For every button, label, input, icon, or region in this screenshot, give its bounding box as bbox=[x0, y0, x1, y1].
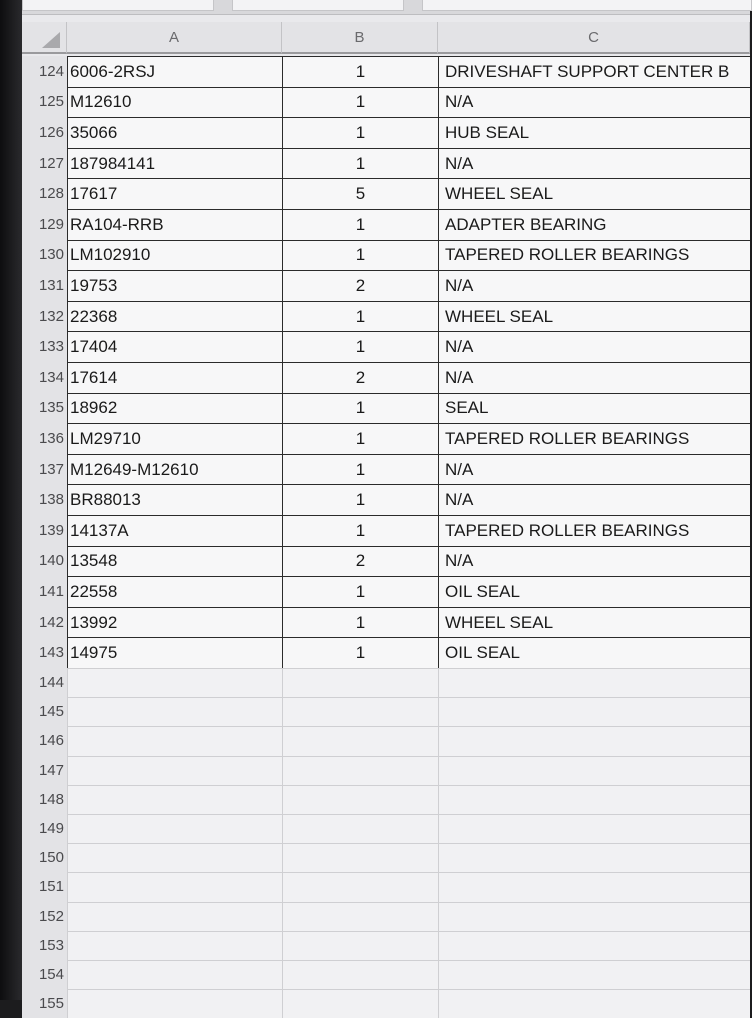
spreadsheet-window bbox=[22, 0, 750, 1013]
row-number[interactable]: 137 bbox=[22, 454, 67, 485]
cell-empty[interactable] bbox=[67, 697, 282, 726]
row-number[interactable]: 138 bbox=[22, 484, 67, 515]
cell-empty[interactable] bbox=[282, 931, 438, 960]
table-row bbox=[22, 931, 750, 960]
cell-empty[interactable] bbox=[282, 989, 438, 1018]
cell-part-number[interactable]: 14137A bbox=[67, 515, 282, 546]
row-number[interactable]: 126 bbox=[22, 117, 67, 148]
cell-description[interactable]: WHEEL SEAL bbox=[438, 607, 750, 638]
row-number[interactable]: 149 bbox=[22, 814, 67, 843]
row-number[interactable]: 127 bbox=[22, 148, 67, 179]
row-number[interactable]: 143 bbox=[22, 637, 67, 668]
table-row bbox=[22, 902, 750, 931]
cell-empty[interactable] bbox=[282, 843, 438, 872]
cell-empty[interactable] bbox=[67, 989, 282, 1018]
cell-quantity[interactable]: 1 bbox=[282, 301, 438, 332]
table-row bbox=[22, 423, 750, 454]
cell-part-number[interactable]: LM29710 bbox=[67, 423, 282, 454]
row-number[interactable]: 146 bbox=[22, 726, 67, 755]
row-number[interactable]: 136 bbox=[22, 423, 67, 454]
cell-part-number[interactable]: 17404 bbox=[67, 331, 282, 362]
table-row bbox=[22, 697, 750, 726]
cell-part-number[interactable]: BR88013 bbox=[67, 484, 282, 515]
table-row bbox=[22, 637, 750, 668]
cell-empty[interactable] bbox=[438, 960, 750, 989]
row-number[interactable]: 152 bbox=[22, 902, 67, 931]
cell-description[interactable]: N/A bbox=[438, 454, 750, 485]
table-row bbox=[22, 843, 750, 872]
cell-quantity[interactable]: 1 bbox=[282, 393, 438, 424]
cell-quantity[interactable]: 1 bbox=[282, 148, 438, 179]
ribbon-strip bbox=[22, 0, 750, 15]
cell-description[interactable]: WHEEL SEAL bbox=[438, 301, 750, 332]
row-number[interactable]: 141 bbox=[22, 576, 67, 607]
cell-empty[interactable] bbox=[282, 872, 438, 901]
table-row bbox=[22, 331, 750, 362]
cell-part-number[interactable]: 35066 bbox=[67, 117, 282, 148]
cell-empty[interactable] bbox=[282, 902, 438, 931]
cell-empty[interactable] bbox=[282, 668, 438, 697]
cell-empty[interactable] bbox=[438, 756, 750, 785]
cell-description[interactable]: N/A bbox=[438, 362, 750, 393]
cell-empty[interactable] bbox=[438, 989, 750, 1018]
cell-empty[interactable] bbox=[67, 814, 282, 843]
row-number[interactable]: 132 bbox=[22, 301, 67, 332]
row-number[interactable]: 139 bbox=[22, 515, 67, 546]
cell-description[interactable]: N/A bbox=[438, 331, 750, 362]
cell-part-number[interactable]: 187984141 bbox=[67, 148, 282, 179]
table-row bbox=[22, 301, 750, 332]
cell-quantity[interactable]: 1 bbox=[282, 637, 438, 668]
cell-empty[interactable] bbox=[67, 726, 282, 755]
cell-part-number[interactable]: 19753 bbox=[67, 270, 282, 301]
cell-description[interactable]: TAPERED ROLLER BEARINGS bbox=[438, 240, 750, 271]
cell-part-number[interactable]: M12649-M12610 bbox=[67, 454, 282, 485]
table-row bbox=[22, 240, 750, 271]
row-number[interactable]: 135 bbox=[22, 393, 67, 424]
cell-empty[interactable] bbox=[67, 668, 282, 697]
cell-empty[interactable] bbox=[67, 931, 282, 960]
cell-empty[interactable] bbox=[67, 872, 282, 901]
cell-empty[interactable] bbox=[438, 668, 750, 697]
cell-description[interactable]: HUB SEAL bbox=[438, 117, 750, 148]
row-number[interactable]: 153 bbox=[22, 931, 67, 960]
row-number[interactable]: 144 bbox=[22, 668, 67, 697]
row-number[interactable]: 128 bbox=[22, 178, 67, 209]
cell-empty[interactable] bbox=[67, 960, 282, 989]
cell-quantity[interactable]: 1 bbox=[282, 607, 438, 638]
cell-quantity[interactable]: 1 bbox=[282, 117, 438, 148]
cell-quantity[interactable]: 1 bbox=[282, 454, 438, 485]
cell-quantity[interactable]: 1 bbox=[282, 484, 438, 515]
table-row bbox=[22, 209, 750, 240]
cell-quantity[interactable]: 1 bbox=[282, 209, 438, 240]
row-number[interactable]: 147 bbox=[22, 756, 67, 785]
table-row bbox=[22, 178, 750, 209]
cell-empty[interactable] bbox=[282, 697, 438, 726]
row-number[interactable]: 142 bbox=[22, 607, 67, 638]
cell-description[interactable]: SEAL bbox=[438, 393, 750, 424]
cell-part-number[interactable]: 22558 bbox=[67, 576, 282, 607]
table-row bbox=[22, 785, 750, 814]
table-row bbox=[22, 148, 750, 179]
cell-empty[interactable] bbox=[438, 726, 750, 755]
table-row bbox=[22, 607, 750, 638]
column-header-b[interactable]: B bbox=[282, 22, 438, 54]
cell-empty[interactable] bbox=[67, 756, 282, 785]
cell-description[interactable]: OIL SEAL bbox=[438, 637, 750, 668]
row-number[interactable]: 125 bbox=[22, 87, 67, 118]
table-row bbox=[22, 393, 750, 424]
table-row bbox=[22, 454, 750, 485]
monitor-bezel bbox=[0, 0, 22, 1000]
row-number[interactable]: 124 bbox=[22, 56, 67, 87]
cell-quantity[interactable]: 5 bbox=[282, 178, 438, 209]
cell-part-number[interactable]: 14975 bbox=[67, 637, 282, 668]
table-row bbox=[22, 726, 750, 755]
cell-part-number[interactable]: 17614 bbox=[67, 362, 282, 393]
cell-part-number[interactable]: RA104-RRB bbox=[67, 209, 282, 240]
table-row bbox=[22, 117, 750, 148]
cell-part-number[interactable]: 22368 bbox=[67, 301, 282, 332]
cell-description[interactable]: N/A bbox=[438, 270, 750, 301]
table-row bbox=[22, 668, 750, 697]
cell-quantity[interactable]: 1 bbox=[282, 576, 438, 607]
ribbon-control[interactable] bbox=[22, 0, 214, 11]
table-row bbox=[22, 362, 750, 393]
cell-part-number[interactable]: 13548 bbox=[67, 546, 282, 577]
cell-empty[interactable] bbox=[282, 726, 438, 755]
cell-description[interactable]: N/A bbox=[438, 484, 750, 515]
cell-empty[interactable] bbox=[67, 843, 282, 872]
cell-empty[interactable] bbox=[282, 960, 438, 989]
cell-description[interactable]: TAPERED ROLLER BEARINGS bbox=[438, 515, 750, 546]
table-row bbox=[22, 515, 750, 546]
column-header-a[interactable]: A bbox=[67, 22, 282, 54]
cell-part-number[interactable]: 6006-2RSJ bbox=[67, 56, 282, 87]
table-row bbox=[22, 270, 750, 301]
table-row bbox=[22, 484, 750, 515]
table-row bbox=[22, 546, 750, 577]
row-number[interactable]: 151 bbox=[22, 872, 67, 901]
cell-description[interactable]: N/A bbox=[438, 87, 750, 118]
cell-empty[interactable] bbox=[438, 814, 750, 843]
row-number[interactable]: 140 bbox=[22, 546, 67, 577]
cell-empty[interactable] bbox=[438, 785, 750, 814]
cell-quantity[interactable]: 2 bbox=[282, 362, 438, 393]
row-number[interactable]: 154 bbox=[22, 960, 67, 989]
cell-empty[interactable] bbox=[438, 697, 750, 726]
cell-empty[interactable] bbox=[438, 902, 750, 931]
table-row bbox=[22, 576, 750, 607]
table-row bbox=[22, 960, 750, 989]
cell-description[interactable]: DRIVESHAFT SUPPORT CENTER B bbox=[438, 56, 750, 87]
row-number[interactable]: 148 bbox=[22, 785, 67, 814]
select-all-corner[interactable] bbox=[22, 22, 67, 54]
cell-quantity[interactable]: 1 bbox=[282, 240, 438, 271]
cell-description[interactable]: OIL SEAL bbox=[438, 576, 750, 607]
cell-description[interactable]: N/A bbox=[438, 546, 750, 577]
cell-quantity[interactable]: 1 bbox=[282, 87, 438, 118]
row-number[interactable]: 133 bbox=[22, 331, 67, 362]
ribbon-control[interactable] bbox=[422, 0, 752, 11]
row-number[interactable]: 129 bbox=[22, 209, 67, 240]
cell-part-number[interactable]: LM102910 bbox=[67, 240, 282, 271]
cell-description[interactable]: ADAPTER BEARING bbox=[438, 209, 750, 240]
row-number[interactable]: 150 bbox=[22, 843, 67, 872]
cell-quantity[interactable]: 1 bbox=[282, 515, 438, 546]
cell-empty[interactable] bbox=[282, 814, 438, 843]
cell-empty[interactable] bbox=[282, 785, 438, 814]
row-number[interactable]: 145 bbox=[22, 697, 67, 726]
cell-empty[interactable] bbox=[282, 756, 438, 785]
cell-quantity[interactable]: 1 bbox=[282, 331, 438, 362]
cell-description[interactable]: WHEEL SEAL bbox=[438, 178, 750, 209]
cell-empty[interactable] bbox=[67, 785, 282, 814]
cell-description[interactable]: TAPERED ROLLER BEARINGS bbox=[438, 423, 750, 454]
cell-quantity[interactable]: 2 bbox=[282, 546, 438, 577]
row-number[interactable]: 155 bbox=[22, 989, 67, 1018]
column-header-c[interactable]: C bbox=[438, 22, 750, 54]
cell-part-number[interactable]: M12610 bbox=[67, 87, 282, 118]
cell-empty[interactable] bbox=[438, 931, 750, 960]
table-row bbox=[22, 989, 750, 1018]
cell-empty[interactable] bbox=[438, 872, 750, 901]
table-row bbox=[22, 87, 750, 118]
cell-part-number[interactable]: 13992 bbox=[67, 607, 282, 638]
row-number[interactable]: 134 bbox=[22, 362, 67, 393]
table-row bbox=[22, 756, 750, 785]
table-row bbox=[22, 814, 750, 843]
cell-quantity[interactable]: 1 bbox=[282, 56, 438, 87]
table-row bbox=[22, 872, 750, 901]
row-number[interactable]: 131 bbox=[22, 270, 67, 301]
cell-quantity[interactable]: 1 bbox=[282, 423, 438, 454]
select-all-icon bbox=[42, 32, 60, 48]
cell-description[interactable]: N/A bbox=[438, 148, 750, 179]
table-row bbox=[22, 56, 750, 87]
cell-quantity[interactable]: 2 bbox=[282, 270, 438, 301]
ribbon-control[interactable] bbox=[232, 0, 404, 11]
row-number[interactable]: 130 bbox=[22, 240, 67, 271]
cell-part-number[interactable]: 17617 bbox=[67, 178, 282, 209]
cell-empty[interactable] bbox=[67, 902, 282, 931]
cell-part-number[interactable]: 18962 bbox=[67, 393, 282, 424]
cell-empty[interactable] bbox=[438, 843, 750, 872]
